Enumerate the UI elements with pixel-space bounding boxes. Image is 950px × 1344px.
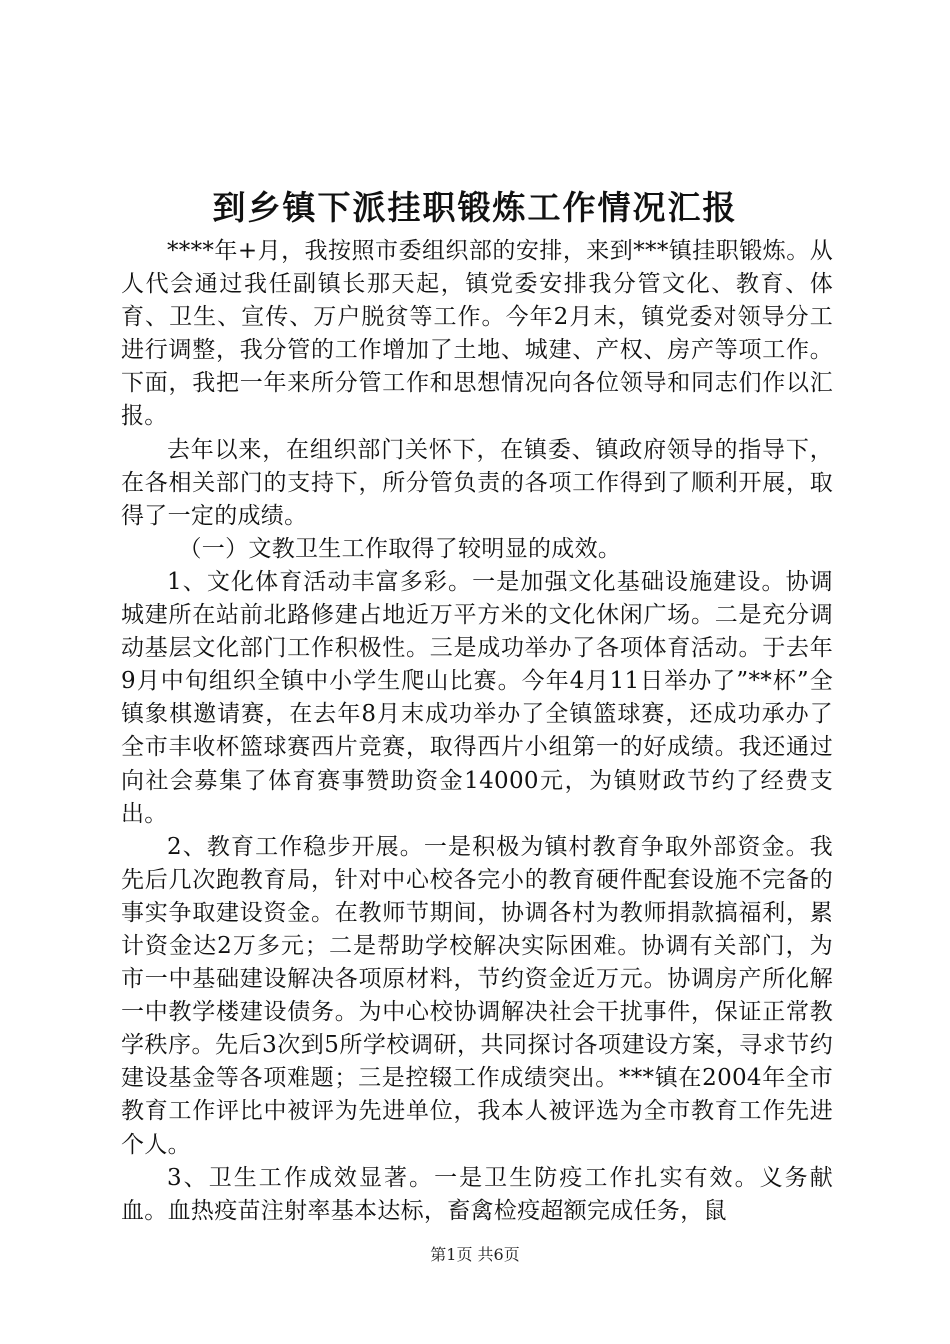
page-footer: 第1页 共6页 (430, 1245, 520, 1264)
paragraph-culture-sports: 1、文化体育活动丰富多彩。一是加强文化基础设施建设。协调城建所在站前北路修建占地近万平方米的文化休闲广场。二是充分调动基层文化部门工作积极性。三是成功举办了各项体育活动。于去年9月中旬组织全镇中小学生爬山比赛。今年4月11日举办了”**杯”全镇象棋邀请赛，在去年8月末成功举办了全镇篮球赛，还成功承办了全市丰收杯篮球赛西片竞赛，取得西片小组第一的好成绩。我还通过向社会募集了体育赛事赞助资金14000元，为镇财政节约了经费支出。 (121, 568, 833, 827)
document-title: 到乡镇下派挂职锻炼工作情况汇报 (212, 188, 738, 227)
paragraph-intro: ****年+月，我按照市委组织部的安排，来到***镇挂职锻炼。从人代会通过我任副镇长那天起，镇党委安排我分管文化、教育、体育、卫生、宣传、万户脱贫等工作。今年2月末，镇党委对领导分工进行调整，我分管的工作增加了土地、城建、产权、房产等项工作。下面，我把一年来所分管工作和思想情况向各位领导和同志们作以汇报。 (121, 238, 833, 430)
paragraph-summary: 去年以来，在组织部门关怀下，在镇委、镇政府领导的指导下，在各相关部门的支持下，所分管负责的各项工作得到了顺利开展，取得了一定的成绩。 (121, 436, 833, 529)
document-body (121, 235, 833, 1228)
paragraph-health: 3、卫生工作成效显著。一是卫生防疫工作扎实有效。义务献血。血热疫苗注射率基本达标，畜禽检疫超额完成任务，鼠 (121, 1164, 833, 1224)
section-heading-culture-education-health: （一）文教卫生工作取得了较明显的成效。 (178, 535, 622, 562)
paragraph-education: 2、教育工作稳步开展。一是积极为镇村教育争取外部资金。我先后几次跑教育局，针对中心校各完小的教育硬件配套设施不完备的事实争取建设资金。在教师节期间，协调各村为教师捐款搞福利，累计资金达2万多元；二是帮助学校解决实际困难。协调有关部门，为市一中基础建设解决各项原材料，节约资金近万元。协调房产所化解一中教学楼建设债务。为中心校协调解决社会干扰事件，保证正常教学秩序。先后3次到5所学校调研，共同探讨各项建设方案，寻求节约建设基金等各项难题；三是控辍工作成绩突出。***镇在2004年全市教育工作评比中被评为先进单位，我本人被评选为全市教育工作先进个人。 (121, 833, 833, 1158)
